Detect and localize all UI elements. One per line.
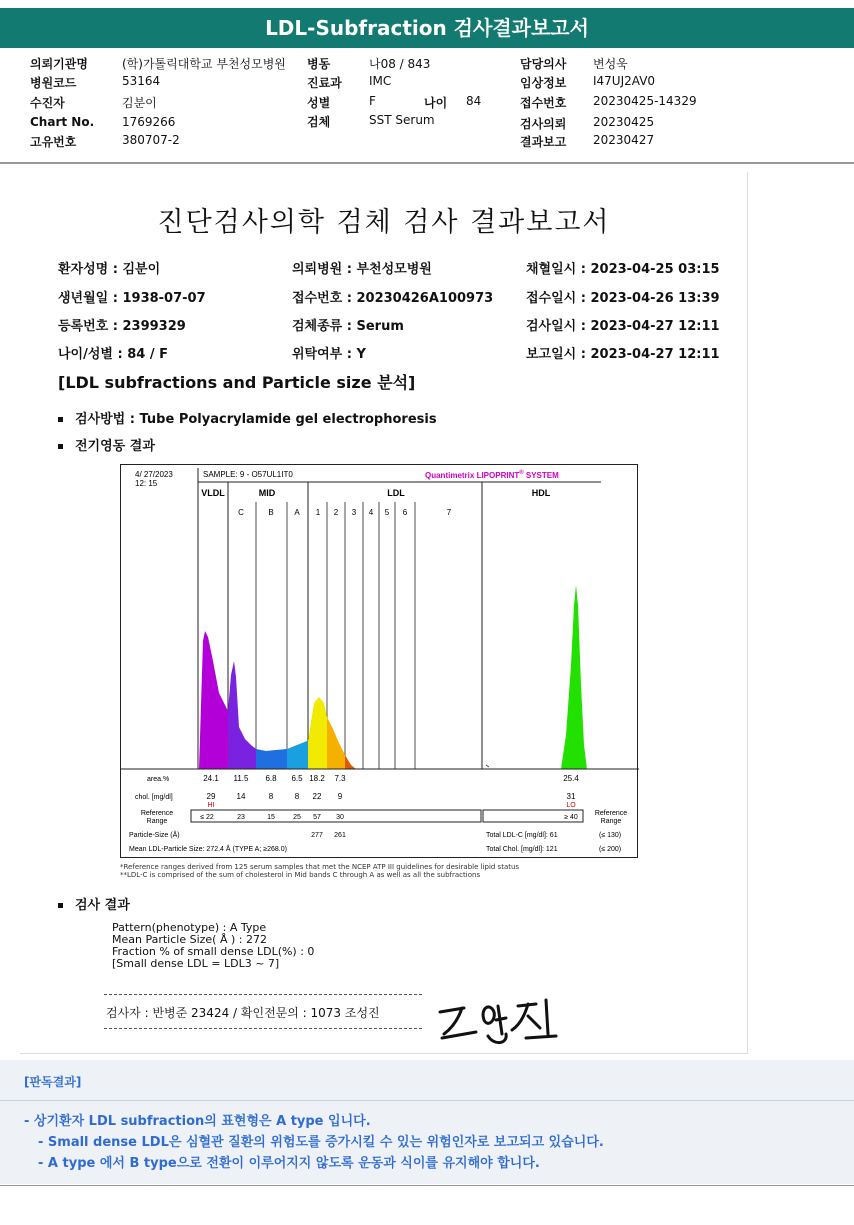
handwritten-signature — [432, 990, 567, 1050]
report-panel — [20, 172, 748, 1054]
method-text: 검사방법 : Tube Polyacrylamide gel electrophoresis — [75, 412, 437, 427]
band-label-a: A — [294, 508, 300, 517]
page-title: LDL-Subfraction 검사결과보고서 — [0, 8, 854, 48]
band-label-2: 2 — [333, 508, 339, 517]
specimen-type: 검체종류 : Serum — [292, 319, 404, 334]
specimen-label: 검체 — [307, 115, 331, 129]
request-value: 20230425 — [593, 115, 655, 129]
group-label-ldl: LDL — [387, 488, 405, 498]
footnote-2: **LDL-C is comprised of the sum of cholesterol in Mid bands C through A as well as all the subfractions — [120, 871, 481, 879]
chol-value: 31 — [566, 792, 576, 801]
chart-label: Chart No. — [30, 115, 95, 129]
chol-value: 22 — [312, 792, 322, 801]
peak-mid-c — [228, 661, 256, 769]
specimen-value: SST Serum — [369, 113, 435, 127]
sex-value: F — [369, 94, 376, 108]
patient-value: 김분이 — [122, 96, 157, 110]
interpretation-line: - 상기환자 LDL subfraction의 표현형은 A type 입니다. — [24, 1114, 371, 1129]
area-value: 25.4 — [563, 774, 579, 783]
electrophoresis-chart — [120, 464, 638, 858]
peak-mid-b — [256, 749, 287, 769]
total-chol-ref: (≤ 200) — [599, 846, 622, 853]
sign-divider — [104, 994, 422, 995]
peak-vldl — [199, 631, 228, 769]
signer-text: 검사자 : 반병준 23424 / 확인전문의 : 1073 조성진 — [106, 1006, 380, 1020]
institution-value: (학)가톨릭대학교 부천성모병원 — [122, 57, 286, 71]
footnote-1: *Reference ranges derived from 125 serum samples that met the NCEP ATP III guidelines for desirable lipid status — [120, 863, 520, 871]
row-label-ref: Reference — [140, 810, 174, 817]
sex-label: 성별 — [307, 96, 331, 110]
registration-number: 등록번호 : 2399329 — [58, 319, 186, 334]
total-chol: Total Chol. [mg/dl]: 121 — [486, 846, 558, 853]
reference-value: 57 — [313, 814, 321, 821]
interpretation-line: - A type 에서 B type으로 전환이 이루어지지 않도록 운동과 식이를 유지해야 합니다. — [38, 1156, 540, 1171]
ref-range-right-label-2: Range — [600, 818, 622, 825]
chart-date: 4/ 27/2023 — [135, 470, 173, 479]
peak-ldl1 — [308, 697, 327, 769]
outsourced-flag: 위탁여부 : Y — [292, 347, 366, 362]
chol-value: 14 — [236, 792, 246, 801]
band-label-4: 4 — [368, 508, 374, 517]
requesting-hospital: 의뢰병원 : 부천성모병원 — [292, 262, 432, 277]
reference-value: ≥ 40 — [564, 814, 578, 821]
result-head: 검사 결과 — [75, 898, 130, 913]
band-label-6: 6 — [402, 508, 408, 517]
ward-label: 병동 — [307, 57, 331, 71]
particle-size-value: 277 — [311, 832, 323, 839]
chart-brand: Quantimetrix LIPOPRINT® SYSTEM — [425, 470, 559, 480]
sign-divider — [104, 1028, 422, 1029]
row-label-size: Particle-Size (Å) — [129, 832, 180, 839]
hospital-code-value: 53164 — [122, 74, 161, 88]
receipt-value: 20230425-14329 — [593, 94, 697, 108]
reference-value: ≤ 22 — [200, 814, 214, 821]
reported-time: 보고일시 : 2023-04-27 12:11 — [526, 347, 720, 362]
received-time: 접수일시 : 2023-04-26 13:39 — [526, 291, 720, 306]
group-label-mid: MID — [258, 488, 276, 498]
result-block — [112, 922, 314, 970]
reference-value: 25 — [293, 814, 301, 821]
patient-label: 수진자 — [30, 96, 65, 110]
chart-time: 12: 15 — [135, 479, 158, 488]
result-mean-size: Mean Particle Size( Å ) : 272 — [112, 933, 267, 946]
band-label-7: 7 — [446, 508, 452, 517]
flag-hi: HI — [207, 802, 215, 809]
age-value: 84 — [466, 94, 482, 108]
report-label: 결과보고 — [520, 135, 567, 149]
reference-value: 15 — [267, 814, 275, 821]
reference-value: 30 — [336, 814, 344, 821]
row-label-ref-2: Range — [146, 818, 168, 825]
band-label-1: 1 — [315, 508, 321, 517]
chart-sample: SAMPLE: 9 - O57UL1IT0 — [203, 470, 293, 479]
clinical-value: I47UJ2AV0 — [593, 74, 656, 88]
band-label-c: C — [238, 508, 244, 517]
age-sex: 나이/성별 : 84 / F — [58, 347, 169, 362]
band-label-3: 3 — [351, 508, 357, 517]
row-label-chol: chol. [mg/dl] — [135, 794, 173, 801]
band-label-5: 5 — [384, 508, 390, 517]
mean-ldl-size: Mean LDL-Particle Size: 272.4 Å (TYPE A; ≥268.0) — [129, 846, 287, 853]
area-value: 11.5 — [233, 774, 249, 783]
particle-size-value: 261 — [334, 832, 346, 839]
bullet-icon — [58, 417, 63, 422]
row-label-area: area.% — [147, 776, 170, 783]
tested-time: 검사일시 : 2023-04-27 12:11 — [526, 319, 720, 334]
electrophoresis-svg — [121, 465, 639, 859]
electro-head: 전기영동 결과 — [75, 439, 155, 454]
dept-value: IMC — [369, 74, 392, 88]
receipt-label: 접수번호 — [520, 96, 567, 110]
doctor-label: 담당의사 — [520, 57, 567, 71]
area-value: 6.8 — [265, 774, 277, 783]
area-value: 6.5 — [291, 774, 303, 783]
total-ldl: Total LDL-C [mg/dl]: 61 — [486, 832, 558, 839]
electro-item — [58, 435, 155, 454]
area-value: 18.2 — [309, 774, 325, 783]
divider — [0, 1100, 854, 1101]
hospital-code-label: 병원코드 — [30, 76, 77, 90]
section-title: [LDL subfractions and Particle size 분석] — [58, 373, 416, 392]
result-item — [58, 894, 130, 913]
report-title: 진단검사의학 검체 검사 결과보고서 — [157, 207, 611, 238]
baseline-mark — [486, 765, 489, 767]
chart-value: 1769266 — [122, 115, 176, 129]
institution-label: 의뢰기관명 — [30, 57, 88, 71]
report-value: 20230427 — [593, 133, 655, 147]
bullet-icon — [58, 444, 63, 449]
group-label-vldl: VLDL — [201, 488, 225, 498]
bullet-icon — [58, 903, 63, 908]
ref-range-right-label: Reference — [594, 810, 628, 817]
area-value: 24.1 — [203, 774, 219, 783]
receipt-number: 접수번호 : 20230426A100973 — [292, 291, 494, 306]
clinical-label: 임상정보 — [520, 76, 567, 90]
band-label-b: B — [268, 508, 274, 517]
unique-value: 380707-2 — [122, 133, 180, 147]
result-definition: [Small dense LDL = LDL3 ~ 7] — [112, 957, 280, 970]
interpretation-head: [판독결과] — [24, 1075, 82, 1089]
group-label-hdl: HDL — [531, 488, 551, 498]
age-label: 나이 — [424, 96, 448, 110]
request-label: 검사의뢰 — [520, 117, 567, 131]
chol-value: 8 — [294, 792, 300, 801]
divider — [0, 162, 854, 164]
area-value: 7.3 — [334, 774, 346, 783]
reference-value: 23 — [237, 814, 245, 821]
result-pattern: Pattern(phenotype) : A Type — [112, 921, 267, 934]
dept-label: 진료과 — [307, 76, 342, 90]
collected-time: 채혈일시 : 2023-04-25 03:15 — [526, 262, 720, 277]
peak-mid-a — [287, 741, 308, 769]
unique-label: 고유번호 — [30, 135, 77, 149]
interpretation-line: - Small dense LDL은 심혈관 질환의 위험도를 증가시킬 수 있는 위험인자로 보고되고 있습니다. — [38, 1135, 604, 1150]
peak-hdl — [561, 585, 587, 769]
peak-ldl2 — [327, 717, 345, 769]
divider — [0, 1185, 854, 1186]
method-item — [58, 408, 437, 427]
peak-ldl3 — [345, 755, 356, 769]
chol-value: 29 — [206, 792, 216, 801]
birth-date: 생년월일 : 1938-07-07 — [58, 291, 206, 306]
chol-value: 8 — [268, 792, 274, 801]
result-fraction: Fraction % of small dense LDL(%) : 0 — [112, 945, 315, 958]
doctor-value: 변성욱 — [593, 57, 628, 71]
ward-value: 나08 / 843 — [369, 57, 431, 71]
flag-lo: LO — [566, 802, 576, 809]
interpretation-panel — [0, 1060, 854, 1184]
request-info-grid — [0, 55, 854, 155]
total-ldl-ref: (≤ 130) — [599, 832, 622, 839]
chol-value: 9 — [337, 792, 343, 801]
patient-name: 환자성명 : 김분이 — [58, 262, 161, 277]
